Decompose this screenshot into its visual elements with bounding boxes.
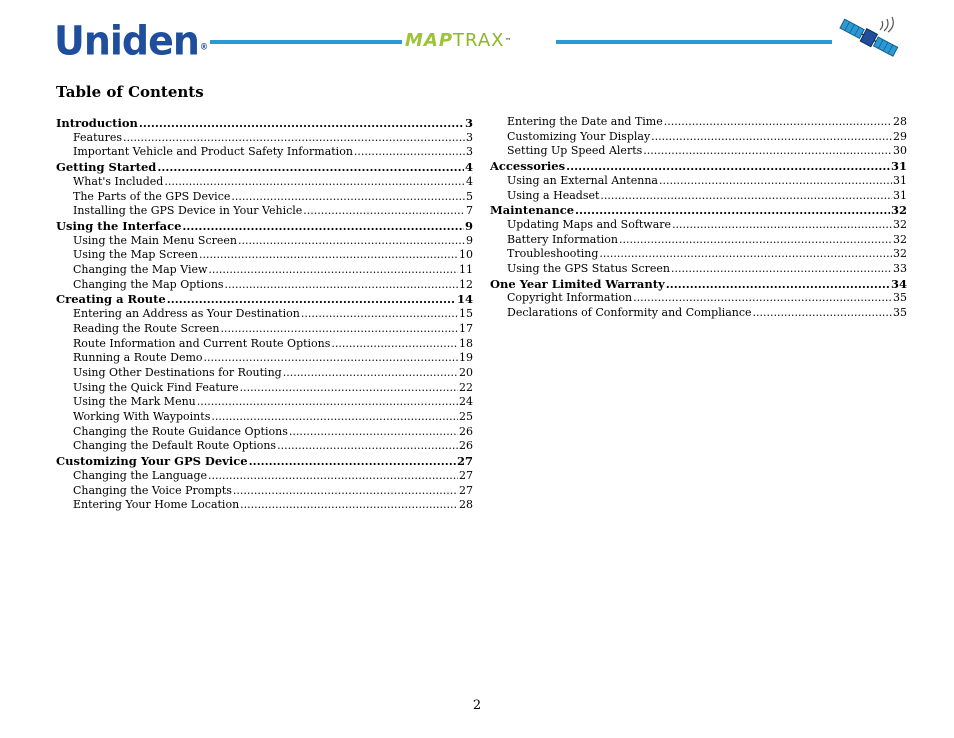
toc-dot-leader [753,306,892,320]
toc-sub-entry[interactable] [490,130,907,144]
toc-entry-page: 3 [466,130,473,144]
toc-dot-leader [600,189,892,203]
toc-entry-title: Working With Waypoints [73,410,211,423]
toc-entry-page: 3 [466,145,473,159]
toc-entry-title: Changing the Default Route Options [73,439,277,453]
toc-entry-page: 27 [456,454,473,469]
toc-entry-page: 3 [464,116,473,130]
toc-dot-leader [157,160,464,174]
toc-entry-title: Using a Headset [507,188,600,202]
toc-entry-page: 19 [459,351,473,365]
toc-sub-entry[interactable] [56,410,473,424]
toc-sub-entry[interactable] [490,233,907,247]
toc-dot-leader [575,203,890,217]
toc-section-entry[interactable] [490,203,907,217]
toc-dot-leader [211,410,458,424]
toc-dot-leader [277,439,458,453]
toc-dot-leader [231,190,465,204]
toc-entry-title: Reading the Route Screen [73,321,220,335]
toc-dot-leader [182,219,464,233]
toc-entry-title: Troubleshooting [507,247,599,261]
toc-dot-leader [123,131,465,145]
toc-entry-title: What's Included [73,174,164,188]
toc-sub-entry[interactable] [56,425,473,439]
toc-entry-title: Customizing Your GPS Device [56,454,248,469]
toc-sub-entry[interactable] [490,306,907,320]
toc-entry-title: Using the GPS Status Screen [507,262,671,275]
toc-dot-leader [566,159,890,173]
toc-sub-entry[interactable] [56,190,473,204]
toc-entry-title: Using an External Antenna [507,173,658,187]
toc-entry-page: 20 [459,365,473,379]
brand-name: Uniden [54,17,199,65]
toc-entry-title: The Parts of the GPS Device [73,189,231,203]
toc-sub-entry[interactable] [56,381,473,395]
page-title: Table of Contents [56,83,204,101]
toc-entry-title: Customizing Your Display [507,129,651,143]
toc-entry-page: 17 [459,321,473,335]
toc-dot-leader [651,130,892,144]
toc-entry-page: 26 [459,439,473,453]
toc-sub-entry[interactable] [490,189,907,203]
toc-entry-page: 22 [459,380,473,394]
toc-dot-leader [167,292,456,306]
toc-sub-entry[interactable] [490,115,907,129]
toc-entry-title: Using Other Destinations for Routing [73,365,282,379]
toc-dot-leader [221,322,458,336]
toc-entry-page: 18 [459,336,473,350]
toc-entry-page: 28 [459,498,473,512]
toc-entry-page: 14 [456,292,473,307]
toc-entry-title: One Year Limited Warranty [490,276,665,291]
header-rule-right [556,40,832,44]
toc-entry-page: 35 [893,306,907,320]
toc-sub-entry[interactable] [490,218,907,232]
toc-entry-title: Setting Up Speed Alerts [507,144,643,158]
header-rule-left [210,40,402,44]
toc-dot-leader [331,337,458,351]
toc-sub-entry[interactable] [490,144,907,158]
toc-sub-entry[interactable] [56,322,473,336]
toc-entry-page: 31 [890,159,907,174]
toc-entry-page: 10 [459,248,473,262]
toc-entry-title: Declarations of Conformity and Compliance [507,306,752,320]
toc-entry-title: Updating Maps and Software [507,217,672,231]
toc-dot-leader [659,174,892,188]
toc-entry-page: 7 [466,204,473,218]
toc-entry-page: 35 [893,291,907,305]
toc-entry-page: 12 [459,277,473,291]
toc-entry-title: Battery Information [507,232,618,246]
toc-sub-entry[interactable] [56,498,473,512]
toc-entry-title: Important Vehicle and Product Safety Information [73,145,353,159]
toc-entry-page: 31 [893,173,907,187]
toc-entry-page: 15 [459,307,473,321]
toc-dot-leader [225,278,458,292]
page-header [0,0,954,75]
toc-entry-page: 32 [893,217,907,231]
toc-section-entry[interactable] [56,219,473,233]
toc-section-entry[interactable] [56,116,473,130]
toc-sub-entry[interactable] [56,234,473,248]
toc-entry-title: Changing the Language [73,468,208,482]
toc-dot-leader [643,144,892,158]
toc-entry-page: 4 [464,160,473,175]
toc-entry-page: 9 [466,233,473,247]
toc-section-entry[interactable] [56,454,473,468]
toc-dot-leader [197,395,458,409]
toc-dot-leader [301,307,458,321]
toc-entry-title: Maintenance [490,203,575,218]
toc-section-entry[interactable] [56,160,473,174]
toc-entry-title: Route Information and Current Route Options [73,336,331,350]
toc-entry-title: Changing the Route Guidance Options [73,424,288,438]
toc-sub-entry[interactable] [56,248,473,262]
toc-dot-leader [249,454,456,468]
toc-entry-title: Creating a Route [56,292,166,307]
toc-dot-leader [233,484,458,498]
toc-sub-entry[interactable] [56,395,473,409]
toc-section-entry[interactable] [56,292,473,306]
toc-entry-title: Running a Route Demo [73,351,203,365]
toc-entry-title: Entering an Address as Your Destination [73,307,300,321]
toc-entry-page: 25 [459,410,473,423]
toc-sub-entry[interactable] [56,351,473,365]
toc-entry-title: Using the Mark Menu [73,395,196,409]
toc-entry-title: Using the Map Screen [73,248,198,262]
toc-dot-leader [208,469,458,483]
toc-dot-leader [671,262,892,276]
toc-dot-leader [139,116,464,130]
toc-dot-leader [240,381,458,395]
toc-entry-title: Using the Interface [56,218,182,233]
toc-sub-entry[interactable] [56,145,473,159]
toc-dot-leader [664,115,892,129]
toc-sub-entry[interactable] [490,247,907,261]
toc-sub-entry[interactable] [490,291,907,305]
toc-sub-entry[interactable] [56,204,473,218]
toc-dot-leader [633,291,892,305]
toc-sub-entry[interactable] [56,278,473,292]
maptrax-logo-map: MAP [405,30,454,51]
toc-sub-entry[interactable] [56,439,473,453]
toc-sub-entry[interactable] [56,131,473,145]
toc-entry-page: 26 [459,424,473,438]
toc-entry-title: Getting Started [56,160,157,175]
toc-entry-page: 33 [893,262,907,275]
maptrax-logo [405,30,512,52]
toc-sub-entry[interactable] [56,484,473,498]
toc-entry-title: Entering the Date and Time [507,115,663,128]
satellite-icon [836,16,906,64]
toc-entry-page: 30 [893,144,907,158]
toc-section-entry[interactable] [490,159,907,173]
toc-entry-page: 4 [466,174,473,188]
toc-dot-leader [672,218,892,232]
maptrax-logo-trax: TRAX [453,30,505,51]
toc-entry-title: Using the Main Menu Screen [73,233,237,247]
toc-sub-entry[interactable] [56,307,473,321]
toc-dot-leader [199,248,458,262]
toc-dot-leader [238,234,465,248]
toc-sub-entry[interactable] [56,175,473,189]
toc-entry-page: 5 [466,189,473,203]
toc-dot-leader [208,263,458,277]
toc-dot-leader [666,277,890,291]
uniden-logo [54,17,208,65]
toc-entry-title: Changing the Map View [73,263,208,276]
toc-dot-leader [240,498,458,512]
trademark-mark: ™ [504,37,513,45]
toc-entry-page: 24 [459,395,473,409]
toc-entry-title: Introduction [56,116,138,130]
toc-entry-title: Copyright Information [507,291,633,305]
toc-entry-title: Features [73,130,123,144]
toc-entry-title: Changing the Voice Prompts [73,483,232,497]
toc-dot-leader [283,366,458,380]
toc-entry-page: 27 [459,483,473,497]
toc-dot-leader [354,145,465,159]
registered-mark: ® [199,42,208,52]
toc-section-entry[interactable] [490,277,907,291]
toc-dot-leader [204,351,458,365]
toc-entry-title: Entering Your Home Location [73,498,240,512]
toc-dot-leader [599,247,892,261]
toc-entry-title: Using the Quick Find Feature [73,380,239,394]
toc-entry-page: 32 [890,203,907,218]
toc-entry-title: Accessories [490,159,566,174]
toc-sub-entry[interactable] [56,263,473,277]
toc-sub-entry[interactable] [490,174,907,188]
toc-entry-page: 32 [893,232,907,246]
toc-entry-title: Changing the Map Options [73,277,224,291]
toc-entry-page: 11 [459,263,473,276]
toc-dot-leader [289,425,458,439]
toc-dot-leader [164,175,465,189]
toc-entry-page: 34 [890,276,907,291]
toc-dot-leader [619,233,892,247]
toc-entry-page: 32 [893,247,907,261]
toc-sub-entry[interactable] [56,366,473,380]
toc-entry-page: 27 [459,468,473,482]
toc-sub-entry[interactable] [56,469,473,483]
toc-entry-title: Installing the GPS Device in Your Vehicle [73,204,303,218]
toc-entry-page: 9 [464,218,473,233]
toc-sub-entry[interactable] [490,262,907,276]
page-number: 2 [472,698,482,713]
toc-sub-entry[interactable] [56,337,473,351]
toc-entry-page: 31 [893,188,907,202]
toc-entry-page: 28 [893,115,907,128]
toc-dot-leader [303,204,465,218]
toc-entry-page: 29 [893,129,907,143]
